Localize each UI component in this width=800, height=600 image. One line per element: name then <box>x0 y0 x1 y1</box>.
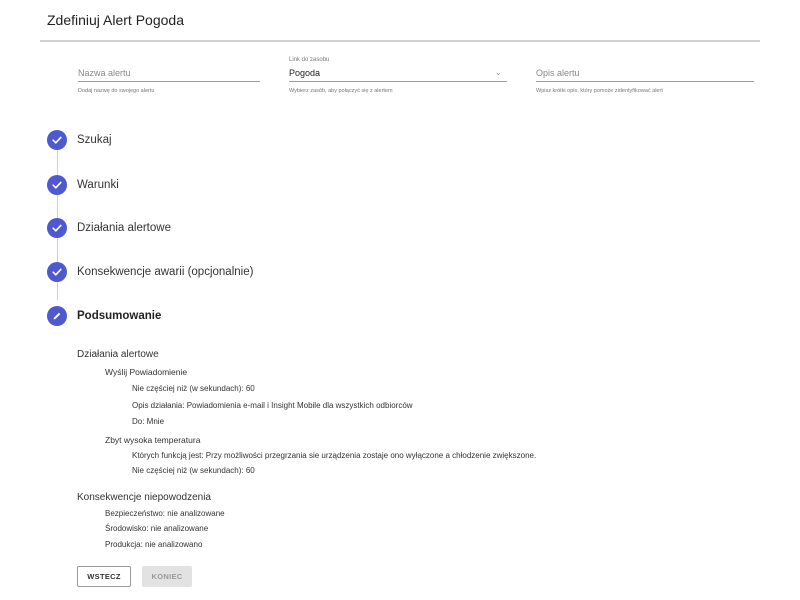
pencil-icon <box>47 306 67 326</box>
resource-link-label: Link do zasobu <box>289 57 330 63</box>
check-icon <box>47 175 67 195</box>
summary-action-detail: Których funkcją jest: Przy możliwości przegrzania sie urządzenia zostaje ono wyłączone a chłodzenie zwiększone. <box>132 451 537 460</box>
title-divider <box>40 40 760 42</box>
step-alert-actions[interactable] <box>47 218 171 238</box>
summary-consequence-item: Produkcja: nie analizowano <box>105 540 203 549</box>
summary-action-name: Zbyt wysoka temperatura <box>105 435 201 445</box>
resource-link-helper: Wybierz zasób, aby połączyć się z alertem <box>289 88 393 94</box>
summary-consequence-item: Środowisko: nie analizowane <box>105 524 209 533</box>
step-label: Szukaj <box>77 134 112 146</box>
alert-name-underline <box>78 81 260 82</box>
summary-consequences-heading: Konsekwencje niepowodzenia <box>77 492 211 503</box>
step-label: Podsumowanie <box>77 310 162 322</box>
summary-action-name: Wyślij Powiadomienie <box>105 367 188 377</box>
resource-link-select[interactable] <box>289 57 507 100</box>
summary-actions-heading: Działania alertowe <box>77 349 159 360</box>
check-icon <box>47 218 67 238</box>
check-icon <box>47 262 67 282</box>
step-search[interactable] <box>47 130 112 150</box>
resource-link-underline <box>289 81 507 82</box>
check-icon <box>47 130 67 150</box>
chevron-down-icon[interactable]: ⌄ <box>495 68 502 77</box>
summary-action-detail: Do: Mnie <box>132 417 165 426</box>
step-summary[interactable] <box>47 306 161 326</box>
step-label: Konsekwencje awarii (opcjonalnie) <box>77 266 254 278</box>
finish-button[interactable]: KONIEC <box>142 566 192 587</box>
back-button[interactable]: WSTECZ <box>77 566 131 587</box>
alert-description-field[interactable] <box>536 58 754 100</box>
step-conditions[interactable] <box>47 175 119 195</box>
summary-action-detail: Nie częściej niż (w sekundach): 60 <box>132 466 255 475</box>
alert-name-field[interactable] <box>78 58 260 100</box>
dialog-title: Zdefiniuj Alert Pogoda <box>47 12 184 28</box>
resource-link-value[interactable]: Pogoda <box>289 68 321 78</box>
summary-consequence-item: Bezpieczeństwo: nie analizowane <box>105 509 225 518</box>
alert-name-input[interactable]: Nazwa alertu <box>78 68 131 78</box>
step-label: Działania alertowe <box>77 222 171 234</box>
summary-action-detail: Opis działania: Powiadomienia e-mail i Insight Mobile dla wszystkich odbiorców <box>132 401 413 410</box>
summary-action-detail: Nie częściej niż (w sekundach): 60 <box>132 384 255 393</box>
alert-name-helper: Dodaj nazwę do swojego alertu <box>78 88 155 94</box>
alert-description-helper: Wpisz krótki opis, który pomoże zidentyfikować alert <box>536 88 663 94</box>
alert-description-underline <box>536 81 754 82</box>
alert-description-input[interactable]: Opis alertu <box>536 68 580 78</box>
step-label: Warunki <box>77 179 119 191</box>
step-failure-consequences[interactable] <box>47 262 253 282</box>
